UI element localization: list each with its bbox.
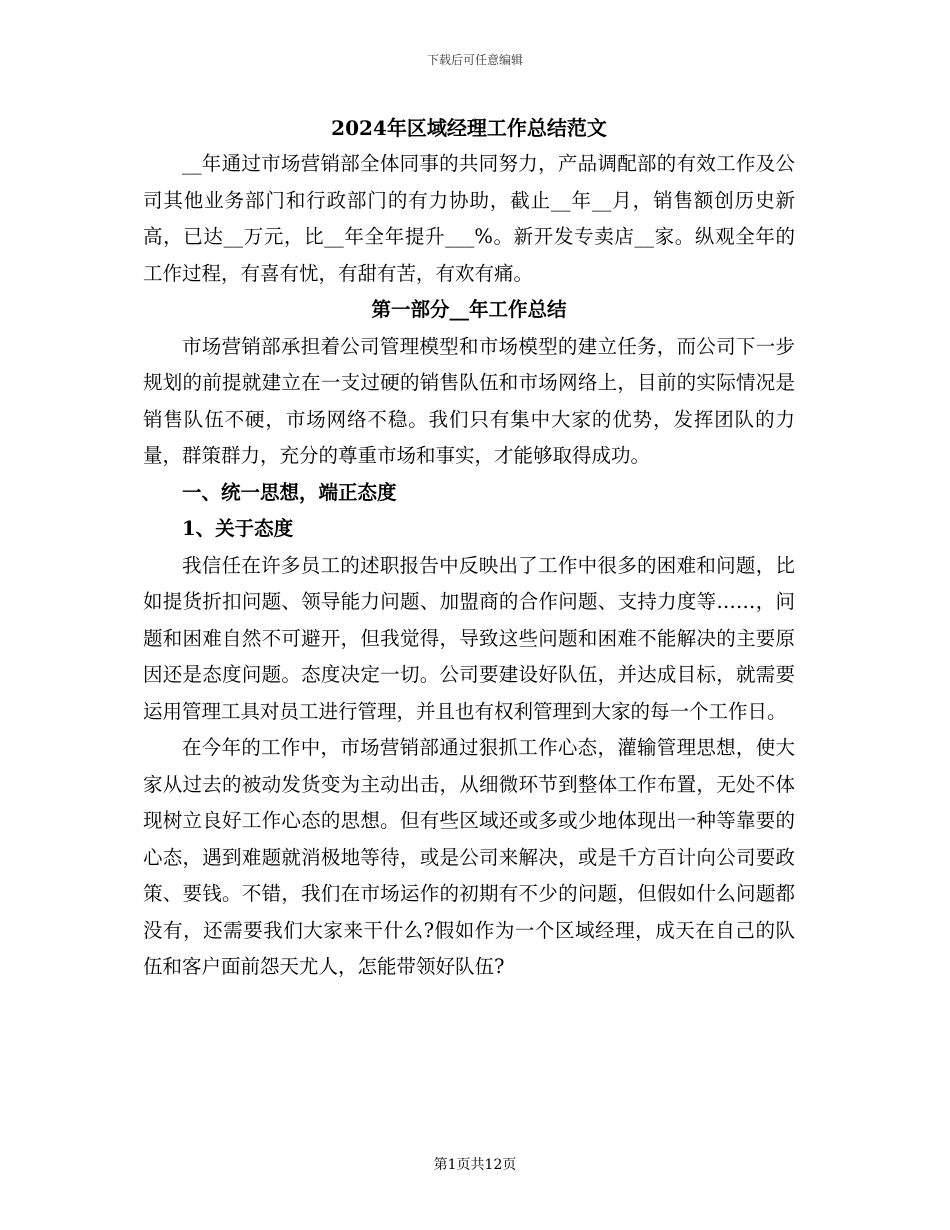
document-body [143,110,795,986]
document-title: 2024年区域经理工作总结范文 [331,116,607,140]
header-note: 下载后可任意编辑 [426,53,523,67]
page-number: 第1页共12页 [433,1157,517,1173]
attitude-paragraph-2: 在今年的工作中，市场营销部通过狠抓工作心态，灌输管理思想，使大家从过去的被动发货变为主动出击，从细微环节到整体工作布置，无处不体现树立良好工作心态的思想。但有些区域还或多或少地体现出一种等靠要的心态，遇到难题就消极地等待，或是公司来解决，或是千方百计向公司要政策、要钱。不错，我们在市场运作的初期有不少的问题，但假如什么问题都没有，还需要我们大家来干什么?假如作为一个区域经理，成天在自己的队伍和客户面前怨天尤人，怎能带领好队伍? [143,736,795,978]
attitude-paragraph-1: 我信任在许多员工的述职报告中反映出了工作中很多的困难和问题，比如提货折扣问题、领导能力问题、加盟商的合作问题、支持力度等……，问题和困难自然不可避开，但我觉得，导致这些问题和困难不能解决的主要原因还是态度问题。态度决定一切。公司要建设好队伍，并达成目标，就需要运用管理工具对员工进行管理，并且也有权利管理到大家的每一个工作日。 [143,553,795,723]
intro-paragraph: __年通过市场营销部全体同事的共同努力，产品调配部的有效工作及公司其他业务部门和行政部门的有力协助，截止__年__月，销售额创历史新高，已达__万元，比__年全年提升___%。新开发专卖店__家。纵观全年的工作过程，有喜有忧，有甜有苦，有欢有痛。 [143,152,795,285]
section-1-paragraph: 市场营销部承担着公司管理模型和市场模型的建立任务，而公司下一步规划的前提就建立在一支过硬的销售队伍和市场网络上，目前的实际情况是销售队伍不硬，市场网络不稳。我们只有集中大家的优势，发挥团队的力量，群策群力，充分的尊重市场和事实，才能够取得成功。 [143,334,795,467]
subsection-1-1-heading: 1、关于态度 [182,517,294,540]
subsection-1-heading: 一、统一思想，端正态度 [182,480,397,504]
section-1-heading: 第一部分__年工作总结 [371,298,567,321]
